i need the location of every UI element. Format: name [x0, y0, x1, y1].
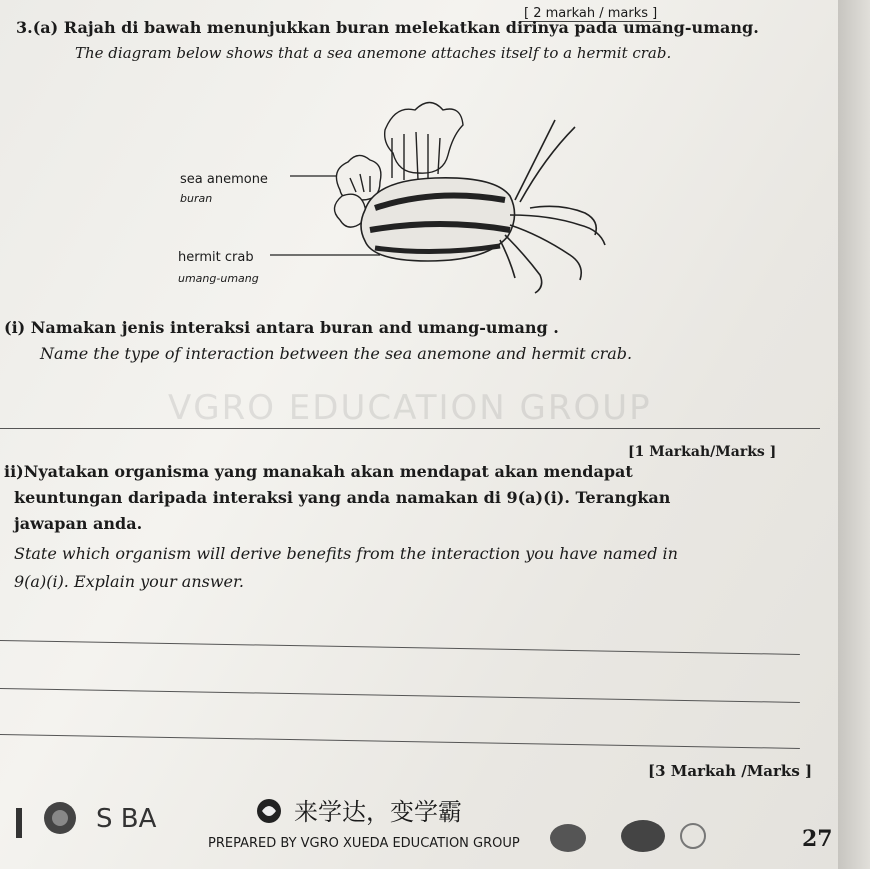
question-english: The diagram below shows that a sea anemone attaches itself to a hermit crab. — [75, 44, 672, 62]
answer-line-i[interactable] — [0, 428, 820, 429]
part-i-english: Name the type of interaction between the sea anemone and hermit crab. — [40, 344, 633, 363]
part-ii-malay-line3: jawapan anda. — [14, 514, 143, 533]
part-ii-english-line1: State which organism will derive benefits from the interaction you have named in — [14, 544, 678, 563]
label-sea-anemone: sea anemone — [180, 172, 268, 187]
answer-line-ii-3[interactable] — [0, 734, 800, 749]
hermit-crab-drawing — [500, 120, 605, 293]
answer-line-ii-2[interactable] — [0, 688, 800, 703]
chinese-slogan: 来学达，变学霸 — [294, 798, 462, 826]
part-ii-malay-line1: ii)Nyatakan organisma yang manakah akan mendapat akan mendapat — [4, 462, 633, 481]
part-ii-marks: [3 Markah /Marks ] — [648, 762, 813, 780]
question-malay: 3.(a) Rajah di bawah menunjukkan buran melekatkan dirinya pada umang-umang. — [16, 18, 759, 37]
answer-line-ii-1[interactable] — [0, 640, 800, 655]
marks-top: [ 2 markah / marks ] — [520, 6, 661, 22]
label-hermit-crab: hermit crab — [178, 250, 254, 265]
partner-logos-icon — [548, 818, 708, 858]
sba-logo: S BA — [96, 804, 157, 834]
adjacent-page-edge — [838, 0, 870, 869]
shell-drawing — [361, 178, 515, 261]
part-i-marks: [1 Markah/Marks ] — [628, 444, 777, 460]
part-i-malay: (i) Namakan jenis interaksi antara buran and umang-umang . — [4, 318, 559, 337]
prepared-by: PREPARED BY VGRO XUEDA EDUCATION GROUP — [208, 836, 520, 851]
label-sea-anemone-malay: buran — [180, 192, 213, 205]
brand-icon — [254, 796, 284, 826]
watermark: VGRO EDUCATION GROUP — [168, 388, 652, 428]
page-number: 27 — [802, 826, 833, 852]
part-ii-english-line2: 9(a)(i). Explain your answer. — [14, 572, 244, 591]
footer-logo-icon — [10, 790, 90, 850]
part-ii-malay-line2: keuntungan daripada interaksi yang anda namakan di 9(a)(i). Terangkan — [14, 488, 671, 507]
label-hermit-crab-malay: umang-umang — [178, 272, 259, 285]
